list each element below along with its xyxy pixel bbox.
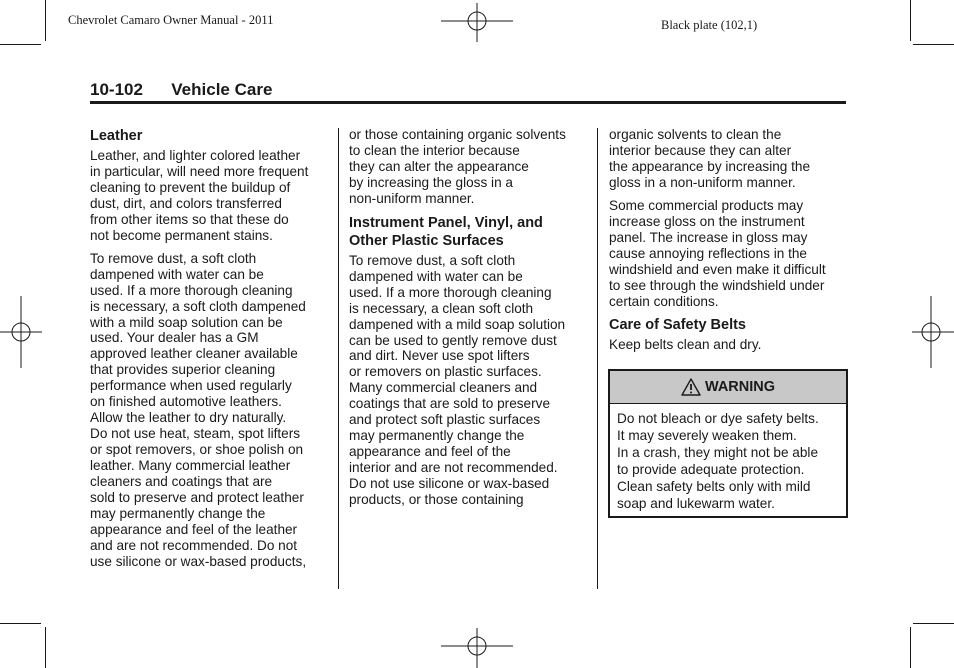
column-1 [90, 127, 330, 577]
text-line: to provide adequate protection. [617, 462, 805, 477]
paragraph [349, 127, 589, 207]
paragraph [90, 148, 330, 244]
text-line: use silicone or wax-based products, [90, 553, 307, 569]
text-line: windshield and even make it difficult [609, 261, 826, 277]
warning-label: WARNING [704, 379, 776, 395]
section-heading [90, 80, 272, 100]
manual-title: Chevrolet Camaro Owner Manual - 2011 [68, 13, 274, 27]
crop-mark [913, 44, 954, 45]
crop-mark [913, 623, 954, 624]
text-line: on finished automotive leathers. [90, 394, 282, 410]
paragraph [609, 127, 849, 191]
crop-mark [0, 623, 41, 624]
text-line: and dirt. Never use spot lifters [349, 348, 530, 364]
paragraph [609, 337, 849, 353]
text-line: is necessary, a clean soft cloth [349, 300, 534, 316]
text-line: Leather, and lighter colored leather [90, 148, 301, 163]
text-line: dampened with water can be [349, 268, 523, 284]
text-line: cause annoying reflections in the [609, 245, 807, 261]
crop-mark [0, 44, 41, 45]
text-line: to see through the windshield under [609, 277, 825, 293]
text-line: interior and are not recommended. [349, 460, 558, 476]
text-line: Do not use heat, steam, spot lifters [90, 426, 301, 442]
text-line: or spot removers, or shoe polish on [90, 442, 304, 458]
text-line: certain conditions. [609, 293, 719, 309]
text-line: Many commercial cleaners and [349, 380, 538, 396]
heading-line: Instrument Panel, Vinyl, and [349, 214, 543, 231]
text-line: appearance and feel of the [349, 444, 511, 460]
text-line: panel. The increase in gloss may [609, 229, 808, 245]
text-line: used. Your dealer has a GM [90, 330, 259, 346]
crop-mark [910, 627, 911, 668]
text-line: with a mild soap solution can be [90, 314, 283, 330]
crop-mark [45, 627, 46, 668]
paragraph [609, 198, 849, 310]
text-line: or removers on plastic surfaces. [349, 364, 542, 380]
section-title: Vehicle Care [171, 80, 273, 99]
text-line: Some commercial products may [609, 197, 804, 213]
text-line: in particular, will need more frequent [90, 163, 309, 179]
registration-mark-icon [0, 296, 42, 368]
text-line: Allow the leather to dry naturally. [90, 410, 287, 426]
column-divider [597, 128, 598, 589]
text-line: dust, dirt, and colors transferred [90, 195, 282, 211]
text-line: To remove dust, a soft cloth [90, 250, 257, 266]
text-line: dampened with a mild soap solution [349, 316, 566, 332]
crop-mark [45, 0, 46, 41]
text-line: Clean safety belts only with mild [617, 479, 811, 494]
page-number: 10-102 [90, 80, 143, 99]
paragraph [349, 253, 589, 508]
text-line: or those containing organic solvents [349, 127, 566, 142]
warning-triangle-icon [681, 378, 701, 396]
text-line: by increasing the gloss in a [349, 174, 513, 190]
text-line: Do not bleach or dye safety belts. [617, 411, 819, 426]
text-line: to clean the interior because [349, 142, 520, 158]
text-line: soap and lukewarm water. [617, 496, 775, 511]
heading-leather: Leather [90, 128, 143, 144]
text-line: may permanently change the [349, 428, 525, 444]
header-rule [90, 101, 846, 104]
text-line: Do not use silicone or wax-based [349, 476, 550, 492]
paragraph [90, 251, 330, 570]
text-line: can be used to gently remove dust [349, 332, 557, 348]
heading-instrument-panel [349, 214, 589, 250]
text-line: approved leather cleaner available [90, 346, 298, 362]
crop-mark [910, 0, 911, 41]
text-line: interior because they can alter [609, 142, 792, 158]
text-line: leather. Many commercial leather [90, 458, 291, 474]
text-line: To remove dust, a soft cloth [349, 252, 516, 268]
text-line: they can alter the appearance [349, 158, 529, 174]
plate-info: Black plate (102,1) [661, 18, 758, 32]
text-line: gloss in a non-uniform manner. [609, 174, 796, 190]
warning-header [610, 371, 846, 404]
column-2 [349, 127, 589, 515]
text-line: not become permanent stains. [90, 227, 273, 243]
text-line: In a crash, they might not be able [617, 445, 819, 460]
text-line: non-uniform manner. [349, 190, 475, 206]
text-line: products, or those containing [349, 492, 524, 508]
text-line: organic solvents to clean the [609, 127, 782, 142]
registration-mark-icon [441, 626, 513, 668]
text-line: used. If a more thorough cleaning [90, 282, 293, 298]
text-line: appearance and feel of the leather [90, 521, 298, 537]
registration-mark-icon [441, 0, 513, 44]
text-line: dampened with water can be [90, 266, 264, 282]
text-line: is necessary, a soft cloth dampened [90, 298, 306, 314]
text-line: Keep belts clean and dry. [609, 337, 762, 353]
warning-box [608, 369, 848, 518]
text-line: It may severely weaken them. [617, 428, 797, 443]
text-line: cleaners and coatings that are [90, 474, 273, 490]
text-line: increase gloss on the instrument [609, 213, 805, 229]
text-line: cleaning to prevent the buildup of [90, 179, 291, 195]
text-line: coatings that are sold to preserve [349, 396, 550, 412]
registration-mark-icon [912, 296, 954, 368]
text-line: and are not recommended. Do not [90, 537, 298, 553]
heading-line: Other Plastic Surfaces [349, 232, 504, 249]
text-line: that provides superior cleaning [90, 362, 276, 378]
heading-safety-belts: Care of Safety Belts [609, 317, 746, 334]
text-line: sold to preserve and protect leather [90, 490, 304, 506]
text-line: from other items so that these do [90, 211, 289, 227]
warning-body [610, 404, 846, 512]
text-line: and protect soft plastic surfaces [349, 412, 541, 428]
text-line: performance when used regularly [90, 378, 292, 394]
column-3 [609, 127, 849, 360]
text-line: the appearance by increasing the [609, 158, 811, 174]
column-divider [338, 128, 339, 589]
text-line: may permanently change the [90, 505, 266, 521]
text-line: used. If a more thorough cleaning [349, 284, 552, 300]
